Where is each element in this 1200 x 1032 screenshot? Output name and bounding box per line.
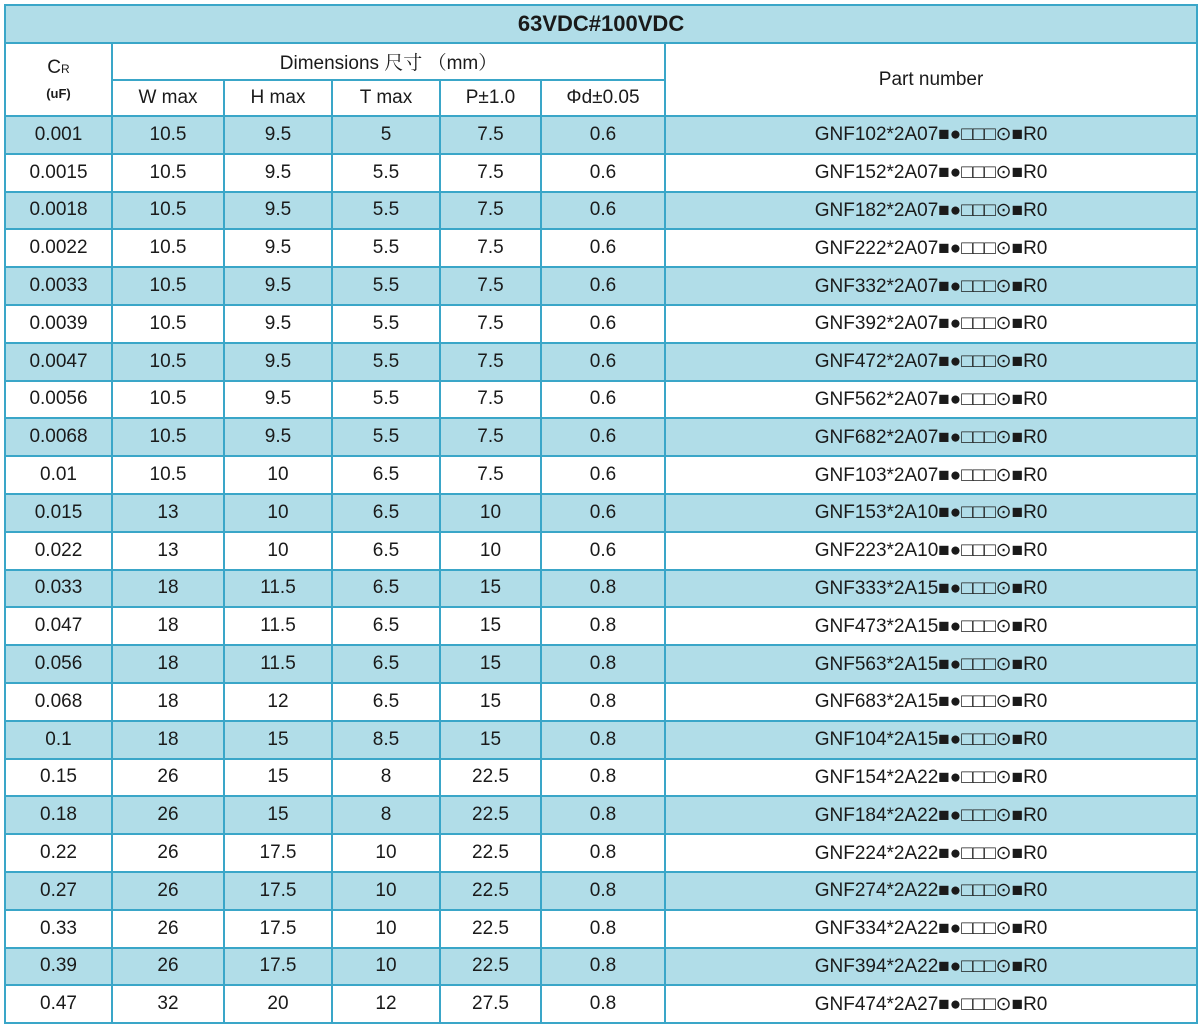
h-max-cell: 9.5 — [224, 229, 332, 267]
h-max-cell: 10 — [224, 456, 332, 494]
part-number-header: Part number — [665, 43, 1197, 116]
h-max-cell: 9.5 — [224, 381, 332, 419]
t-max-cell: 8 — [332, 759, 440, 797]
w-max-cell: 13 — [112, 532, 224, 570]
table-row — [5, 229, 1197, 267]
t-max-cell: 5.5 — [332, 381, 440, 419]
capacitance-cell: 0.0033 — [5, 267, 112, 305]
t-max-cell: 6.5 — [332, 456, 440, 494]
t-max-cell: 5.5 — [332, 154, 440, 192]
pitch-cell: 15 — [440, 570, 541, 608]
t-max-cell: 10 — [332, 834, 440, 872]
part-number-cell: GNF224*2A22■●□□□⊙■R0 — [665, 834, 1197, 872]
column-header-w-max: W max — [112, 80, 224, 116]
t-max-cell: 10 — [332, 948, 440, 986]
w-max-cell: 13 — [112, 494, 224, 532]
w-max-cell: 10.5 — [112, 116, 224, 154]
lead-diameter-cell: 0.8 — [541, 721, 665, 759]
lead-diameter-cell: 0.6 — [541, 116, 665, 154]
part-number-cell: GNF474*2A27■●□□□⊙■R0 — [665, 985, 1197, 1023]
capacitance-cell: 0.0039 — [5, 305, 112, 343]
capacitance-cell: 0.18 — [5, 796, 112, 834]
w-max-cell: 26 — [112, 796, 224, 834]
table-row — [5, 607, 1197, 645]
w-max-cell: 10.5 — [112, 343, 224, 381]
w-max-cell: 18 — [112, 570, 224, 608]
t-max-cell: 5.5 — [332, 192, 440, 230]
w-max-cell: 32 — [112, 985, 224, 1023]
capacitance-cell: 0.0068 — [5, 418, 112, 456]
pitch-cell: 22.5 — [440, 759, 541, 797]
capacitance-subscript: R — [61, 62, 70, 77]
h-max-cell: 17.5 — [224, 834, 332, 872]
w-max-cell: 18 — [112, 721, 224, 759]
part-number-cell: GNF154*2A22■●□□□⊙■R0 — [665, 759, 1197, 797]
table-row — [5, 759, 1197, 797]
lead-diameter-cell: 0.6 — [541, 267, 665, 305]
w-max-cell: 10.5 — [112, 456, 224, 494]
t-max-cell: 6.5 — [332, 683, 440, 721]
table-row — [5, 305, 1197, 343]
table-row — [5, 343, 1197, 381]
h-max-cell: 11.5 — [224, 645, 332, 683]
capacitance-symbol: C — [47, 57, 62, 79]
pitch-cell: 7.5 — [440, 192, 541, 230]
t-max-cell: 6.5 — [332, 645, 440, 683]
pitch-cell: 15 — [440, 607, 541, 645]
pitch-cell: 22.5 — [440, 834, 541, 872]
table-row — [5, 494, 1197, 532]
lead-diameter-cell: 0.6 — [541, 532, 665, 570]
h-max-cell: 9.5 — [224, 305, 332, 343]
part-number-cell: GNF333*2A15■●□□□⊙■R0 — [665, 570, 1197, 608]
part-number-cell: GNF394*2A22■●□□□⊙■R0 — [665, 948, 1197, 986]
lead-diameter-cell: 0.8 — [541, 948, 665, 986]
capacitance-cell: 0.27 — [5, 872, 112, 910]
lead-diameter-cell: 0.8 — [541, 683, 665, 721]
t-max-cell: 6.5 — [332, 532, 440, 570]
lead-diameter-cell: 0.8 — [541, 607, 665, 645]
t-max-cell: 10 — [332, 910, 440, 948]
h-max-cell: 9.5 — [224, 418, 332, 456]
lead-diameter-cell: 0.6 — [541, 456, 665, 494]
w-max-cell: 26 — [112, 834, 224, 872]
w-max-cell: 10.5 — [112, 305, 224, 343]
lead-diameter-cell: 0.6 — [541, 154, 665, 192]
t-max-cell: 12 — [332, 985, 440, 1023]
part-number-cell: GNF104*2A15■●□□□⊙■R0 — [665, 721, 1197, 759]
h-max-cell: 15 — [224, 796, 332, 834]
h-max-cell: 9.5 — [224, 154, 332, 192]
h-max-cell: 9.5 — [224, 192, 332, 230]
lead-diameter-cell: 0.6 — [541, 418, 665, 456]
table-row — [5, 721, 1197, 759]
w-max-cell: 10.5 — [112, 381, 224, 419]
capacitance-cell: 0.056 — [5, 645, 112, 683]
pitch-cell: 7.5 — [440, 229, 541, 267]
w-max-cell: 10.5 — [112, 192, 224, 230]
capacitance-cell: 0.39 — [5, 948, 112, 986]
pitch-cell: 7.5 — [440, 116, 541, 154]
lead-diameter-cell: 0.8 — [541, 796, 665, 834]
lead-diameter-cell: 0.8 — [541, 645, 665, 683]
h-max-cell: 20 — [224, 985, 332, 1023]
part-number-cell: GNF274*2A22■●□□□⊙■R0 — [665, 872, 1197, 910]
capacitance-cell: 0.015 — [5, 494, 112, 532]
part-number-cell: GNF152*2A07■●□□□⊙■R0 — [665, 154, 1197, 192]
pitch-cell: 10 — [440, 532, 541, 570]
capacitance-cell: 0.068 — [5, 683, 112, 721]
table-row — [5, 418, 1197, 456]
part-number-cell: GNF562*2A07■●□□□⊙■R0 — [665, 381, 1197, 419]
pitch-cell: 22.5 — [440, 796, 541, 834]
w-max-cell: 10.5 — [112, 418, 224, 456]
lead-diameter-cell: 0.8 — [541, 910, 665, 948]
w-max-cell: 18 — [112, 607, 224, 645]
capacitance-cell: 0.33 — [5, 910, 112, 948]
column-header-lead-diameter: Φd±0.05 — [541, 80, 665, 116]
capacitance-cell: 0.0018 — [5, 192, 112, 230]
table-row — [5, 456, 1197, 494]
table-row — [5, 872, 1197, 910]
pitch-cell: 15 — [440, 645, 541, 683]
part-number-cell: GNF103*2A07■●□□□⊙■R0 — [665, 456, 1197, 494]
pitch-cell: 22.5 — [440, 948, 541, 986]
pitch-cell: 10 — [440, 494, 541, 532]
table-row — [5, 154, 1197, 192]
t-max-cell: 10 — [332, 872, 440, 910]
part-number-cell: GNF102*2A07■●□□□⊙■R0 — [665, 116, 1197, 154]
column-header-h-max: H max — [224, 80, 332, 116]
part-number-cell: GNF153*2A10■●□□□⊙■R0 — [665, 494, 1197, 532]
column-header-pitch: P±1.0 — [440, 80, 541, 116]
table-row — [5, 532, 1197, 570]
table-body — [5, 116, 1197, 1023]
t-max-cell: 8.5 — [332, 721, 440, 759]
table-row — [5, 948, 1197, 986]
h-max-cell: 10 — [224, 494, 332, 532]
w-max-cell: 26 — [112, 910, 224, 948]
part-number-cell: GNF472*2A07■●□□□⊙■R0 — [665, 343, 1197, 381]
lead-diameter-cell: 0.6 — [541, 494, 665, 532]
pitch-cell: 22.5 — [440, 910, 541, 948]
capacitance-cell: 0.0056 — [5, 381, 112, 419]
h-max-cell: 15 — [224, 721, 332, 759]
capacitance-cell: 0.15 — [5, 759, 112, 797]
pitch-cell: 15 — [440, 683, 541, 721]
t-max-cell: 5.5 — [332, 267, 440, 305]
table-row — [5, 985, 1197, 1023]
t-max-cell: 6.5 — [332, 570, 440, 608]
capacitance-cell: 0.001 — [5, 116, 112, 154]
lead-diameter-cell: 0.6 — [541, 229, 665, 267]
lead-diameter-cell: 0.8 — [541, 759, 665, 797]
h-max-cell: 9.5 — [224, 116, 332, 154]
lead-diameter-cell: 0.8 — [541, 872, 665, 910]
t-max-cell: 5.5 — [332, 343, 440, 381]
table-row — [5, 910, 1197, 948]
part-number-cell: GNF332*2A07■●□□□⊙■R0 — [665, 267, 1197, 305]
lead-diameter-cell: 0.6 — [541, 192, 665, 230]
part-number-cell: GNF182*2A07■●□□□⊙■R0 — [665, 192, 1197, 230]
column-header-t-max: T max — [332, 80, 440, 116]
capacitance-cell: 0.0015 — [5, 154, 112, 192]
h-max-cell: 15 — [224, 759, 332, 797]
lead-diameter-cell: 0.8 — [541, 834, 665, 872]
lead-diameter-cell: 0.8 — [541, 985, 665, 1023]
h-max-cell: 10 — [224, 532, 332, 570]
table-row — [5, 683, 1197, 721]
w-max-cell: 18 — [112, 645, 224, 683]
pitch-cell: 7.5 — [440, 305, 541, 343]
w-max-cell: 26 — [112, 759, 224, 797]
table-row — [5, 796, 1197, 834]
capacitance-cell: 0.047 — [5, 607, 112, 645]
part-number-cell: GNF682*2A07■●□□□⊙■R0 — [665, 418, 1197, 456]
part-number-cell: GNF563*2A15■●□□□⊙■R0 — [665, 645, 1197, 683]
h-max-cell: 11.5 — [224, 570, 332, 608]
capacitance-cell: 0.022 — [5, 532, 112, 570]
table-row — [5, 116, 1197, 154]
capacitor-spec-table — [4, 4, 1198, 1024]
part-number-cell: GNF223*2A10■●□□□⊙■R0 — [665, 532, 1197, 570]
table-row — [5, 267, 1197, 305]
part-number-cell: GNF222*2A07■●□□□⊙■R0 — [665, 229, 1197, 267]
pitch-cell: 7.5 — [440, 343, 541, 381]
t-max-cell: 5.5 — [332, 305, 440, 343]
capacitance-cell: 0.1 — [5, 721, 112, 759]
h-max-cell: 17.5 — [224, 872, 332, 910]
part-number-cell: GNF334*2A22■●□□□⊙■R0 — [665, 910, 1197, 948]
t-max-cell: 6.5 — [332, 494, 440, 532]
w-max-cell: 10.5 — [112, 154, 224, 192]
table-row — [5, 570, 1197, 608]
lead-diameter-cell: 0.6 — [541, 381, 665, 419]
capacitance-unit: (uF) — [46, 86, 71, 102]
pitch-cell: 7.5 — [440, 456, 541, 494]
lead-diameter-cell: 0.6 — [541, 305, 665, 343]
dimensions-header: Dimensions 尺寸 （mm） — [112, 43, 665, 80]
table-title: 63VDC#100VDC — [5, 5, 1197, 43]
lead-diameter-cell: 0.8 — [541, 570, 665, 608]
table-row — [5, 834, 1197, 872]
w-max-cell: 26 — [112, 872, 224, 910]
table-row — [5, 381, 1197, 419]
h-max-cell: 17.5 — [224, 910, 332, 948]
part-number-cell: GNF392*2A07■●□□□⊙■R0 — [665, 305, 1197, 343]
capacitance-cell: 0.033 — [5, 570, 112, 608]
pitch-cell: 15 — [440, 721, 541, 759]
pitch-cell: 27.5 — [440, 985, 541, 1023]
pitch-cell: 22.5 — [440, 872, 541, 910]
h-max-cell: 9.5 — [224, 343, 332, 381]
w-max-cell: 10.5 — [112, 229, 224, 267]
t-max-cell: 6.5 — [332, 607, 440, 645]
w-max-cell: 10.5 — [112, 267, 224, 305]
t-max-cell: 8 — [332, 796, 440, 834]
lead-diameter-cell: 0.6 — [541, 343, 665, 381]
capacitance-cell: 0.47 — [5, 985, 112, 1023]
h-max-cell: 12 — [224, 683, 332, 721]
pitch-cell: 7.5 — [440, 418, 541, 456]
capacitance-cell: 0.22 — [5, 834, 112, 872]
capacitance-header — [5, 43, 112, 116]
table-row — [5, 192, 1197, 230]
spec-table-container — [4, 4, 1196, 1024]
w-max-cell: 18 — [112, 683, 224, 721]
t-max-cell: 5.5 — [332, 229, 440, 267]
pitch-cell: 7.5 — [440, 154, 541, 192]
h-max-cell: 9.5 — [224, 267, 332, 305]
t-max-cell: 5.5 — [332, 418, 440, 456]
part-number-cell: GNF683*2A15■●□□□⊙■R0 — [665, 683, 1197, 721]
capacitance-cell: 0.0047 — [5, 343, 112, 381]
h-max-cell: 17.5 — [224, 948, 332, 986]
h-max-cell: 11.5 — [224, 607, 332, 645]
w-max-cell: 26 — [112, 948, 224, 986]
part-number-cell: GNF184*2A22■●□□□⊙■R0 — [665, 796, 1197, 834]
pitch-cell: 7.5 — [440, 267, 541, 305]
capacitance-cell: 0.0022 — [5, 229, 112, 267]
part-number-cell: GNF473*2A15■●□□□⊙■R0 — [665, 607, 1197, 645]
capacitance-cell: 0.01 — [5, 456, 112, 494]
pitch-cell: 7.5 — [440, 381, 541, 419]
table-row — [5, 645, 1197, 683]
t-max-cell: 5 — [332, 116, 440, 154]
